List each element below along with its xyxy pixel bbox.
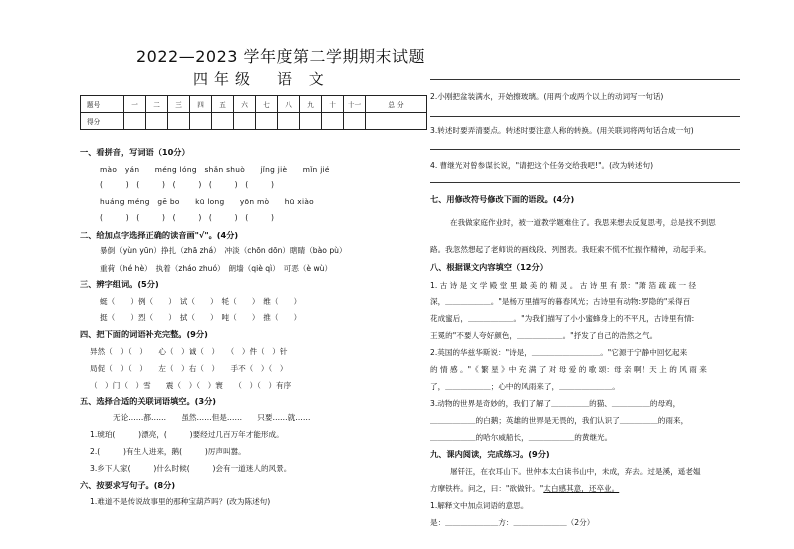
score-cell: 三	[168, 96, 190, 113]
answer-blanks-1[interactable]: ( ) ( ) ( ) ( ) ( )	[100, 180, 274, 189]
section-8-line-7[interactable]: 了，＿＿＿＿＿＿；心中的风雨来了，＿＿＿＿＿＿＿。	[430, 382, 620, 391]
score-cell: 二	[146, 96, 168, 113]
conjunction-options: 无论……都…… 虽然……但是…… 只要……就……	[113, 413, 311, 422]
exam-title: 2022—2023 学年度第二学期期末试题	[136, 47, 426, 66]
section-6-question-3: 3.转述时要弄清要点。转述时要注意人称的转换。(用关联词将两句话合成一句)	[430, 126, 694, 135]
section-5-heading: 五、选择合适的关联词语填空。(3分)	[80, 396, 216, 406]
score-input-total[interactable]	[366, 113, 427, 130]
section-8-line-8[interactable]: 3.动物的世界是奇妙的，我们了解了＿＿＿＿＿的猫、＿＿＿＿＿的母鸡，	[430, 399, 681, 408]
score-cell: 六	[234, 96, 256, 113]
section-7-paragraph-1: 在我做家庭作业时，被一道教学题难住了。我思来想去反复思考，总是找不到思	[450, 218, 716, 227]
score-input[interactable]	[322, 113, 344, 130]
score-cell-total: 总 分	[366, 96, 427, 113]
score-input[interactable]	[146, 113, 168, 130]
section-4-line-2[interactable]: 局促（ ）（ ） 左（ ）右（ ） 手不（ ）（ ）	[90, 364, 288, 373]
section-8-line-9[interactable]: ＿＿＿＿＿＿的白鹅；英雄的世界是无畏的，我们认识了＿＿＿＿＿的雨来，	[430, 416, 689, 425]
score-value-row	[81, 113, 427, 130]
score-cell: 五	[212, 96, 234, 113]
section-8-line-2[interactable]: 深，＿＿＿＿＿＿。"是杨万里描写的暮春风光；古诗里有动物:罗隐的"采得百	[430, 297, 691, 306]
answer-blanks-2[interactable]: ( ) ( ) ( ) ( ) ( )	[100, 213, 274, 222]
score-input[interactable]	[256, 113, 278, 130]
section-9-question-1: 1.解释文中加点词语的意思。	[430, 501, 529, 510]
section-8-line-3[interactable]: 花成蜜后，＿＿＿＿＿＿。"为我们描写了小小蜜蜂身上的不平凡，古诗里有情:	[430, 314, 695, 323]
score-input[interactable]	[124, 113, 146, 130]
section-5-question-2[interactable]: 2.( )有生人进来，鹅( )厉声叫嚣。	[90, 447, 246, 456]
section-8-line-5[interactable]: 2.英国的华兹华斯说："诗是，＿＿＿＿＿＿＿＿＿。"它源于宁静中回忆起来	[430, 348, 688, 357]
section-6-question-2: 2.小刚把盆装满水，开始擦玻璃。(用两个或两个以上的动词写一句话)	[430, 92, 664, 101]
section-3-heading: 三、辨字组词。(5分)	[80, 279, 159, 289]
score-header-row	[81, 96, 427, 113]
answer-line[interactable]	[430, 79, 740, 80]
section-6-heading: 六、按要求写句子。(8分)	[80, 480, 176, 490]
score-input[interactable]	[234, 113, 256, 130]
section-2-line-2: 重荷（hé hè） 执着（zháo zhuó） 朗墙（qiè qì） 可恶（è wù）	[100, 264, 333, 273]
score-cell: 七	[256, 96, 278, 113]
score-cell: 一	[124, 96, 146, 113]
reading-passage-line-2	[430, 483, 619, 494]
reading-passage-underlined: 太白感其意，还卒业。	[543, 484, 620, 493]
score-cell: 十	[322, 96, 344, 113]
score-cell: 九	[300, 96, 322, 113]
section-8-line-6: 的 情 感 。"《 繁 星 》中 充 满 了 对 母 爱 的 歌 颂：母 亲 啊！天 上 的 风 雨 来	[430, 365, 707, 374]
score-cell: 题号	[81, 96, 124, 113]
score-input[interactable]	[278, 113, 300, 130]
section-6-question-1: 1.难道不是传说故事里的那种宝葫芦吗？(改为陈述句)	[90, 497, 271, 506]
score-label: 得分	[81, 113, 124, 130]
reading-passage-line-1: 屠钎汪，在衣耳山下。世仲本太白读书山中，未成，弃去。过是溪，遥老媪	[450, 467, 701, 476]
section-2-line-1: 暴倒（yùn yūn）挣扎（zhā zhá） 冲淡（chōn dōn）瞎睛（bào pù）	[100, 246, 347, 255]
score-input[interactable]	[190, 113, 212, 130]
pinyin-row-1: mào yán méng lóng shǎn shuò jǐng jiè mǐn jié	[100, 165, 330, 174]
score-table	[80, 95, 427, 130]
section-7-heading: 七、用修改符号修改下面的语段。(4分)	[430, 194, 575, 204]
section-3-line-1[interactable]: 蜓（ ）例（ ） 试（ ） 牦（ ） 维（ ）	[100, 297, 302, 306]
answer-line[interactable]	[430, 182, 740, 183]
section-3-line-2[interactable]: 挺（ ）烈（ ） 拭（ ） 吨（ ） 推（ ）	[100, 313, 302, 322]
section-9-answer-line[interactable]: 是：＿＿＿＿＿＿＿方：＿＿＿＿＿＿＿（2分）	[430, 518, 595, 527]
section-8-line-1: 1. 古 诗 是 文 学 殿 堂 里 最 美 的 精 灵 。 古 诗 里 有 景："萧 箔 疏 疏 一 径	[430, 281, 697, 290]
answer-line[interactable]	[430, 116, 740, 117]
reading-passage-part: 方摩铁杵。问之，曰："欲做针。"	[430, 484, 544, 493]
score-cell: 八	[278, 96, 300, 113]
section-9-heading: 九、课内阅读，完成练习。(9分)	[430, 449, 550, 459]
section-1-heading: 一、看拼音，写词语（10分）	[80, 147, 190, 157]
section-4-heading: 四、把下面的词语补充完整。(9分)	[80, 329, 208, 339]
pinyin-row-2: huáng méng gē bo kū long yōn mò hū xiào	[100, 197, 314, 206]
section-2-heading: 二、给加点字选择正确的读音画"√"。(4分)	[80, 230, 239, 240]
answer-line[interactable]	[430, 149, 740, 150]
section-8-line-10[interactable]: ＿＿＿＿＿＿的哈尔威船长，＿＿＿＿＿＿的黄继光。	[430, 433, 613, 442]
section-6-question-4: 4. 曹继光对曾参谋长说，"请把这个任务交给我吧!"。(改为转述句)	[430, 161, 654, 170]
section-5-question-1[interactable]: 1.琥珀( )漂亮，( )要经过几百万年才能形成。	[90, 430, 284, 439]
section-8-heading: 八、根据课文内容填空（12分）	[430, 262, 548, 272]
score-input[interactable]	[344, 113, 366, 130]
section-7-paragraph-2: 路。我忽然想起了老师说的画线段、列图表。我旺索不慌不忙振作精神，动起手来。	[430, 245, 711, 254]
score-cell: 四	[190, 96, 212, 113]
section-5-question-3[interactable]: 3.乡下人家( )什么时候( )会有一道迷人的风景。	[90, 464, 292, 473]
exam-subtitle: 四年级 语 文	[193, 70, 330, 88]
score-input[interactable]	[168, 113, 190, 130]
score-input[interactable]	[212, 113, 234, 130]
section-8-line-4[interactable]: 王冕的"不要人夸好颜色，＿＿＿＿＿＿。"抒发了自己的浩然之气。	[430, 331, 658, 340]
section-4-line-1[interactable]: 异然（ ）（ ） 心（ ）诚（ ） （ ）件（ ）针	[90, 347, 288, 356]
score-cell: 十一	[344, 96, 366, 113]
section-4-line-3[interactable]: （ ）门（ ）雪 震（ ）（ ）寰 （ ）（ ）有序	[90, 381, 292, 390]
score-input[interactable]	[300, 113, 322, 130]
